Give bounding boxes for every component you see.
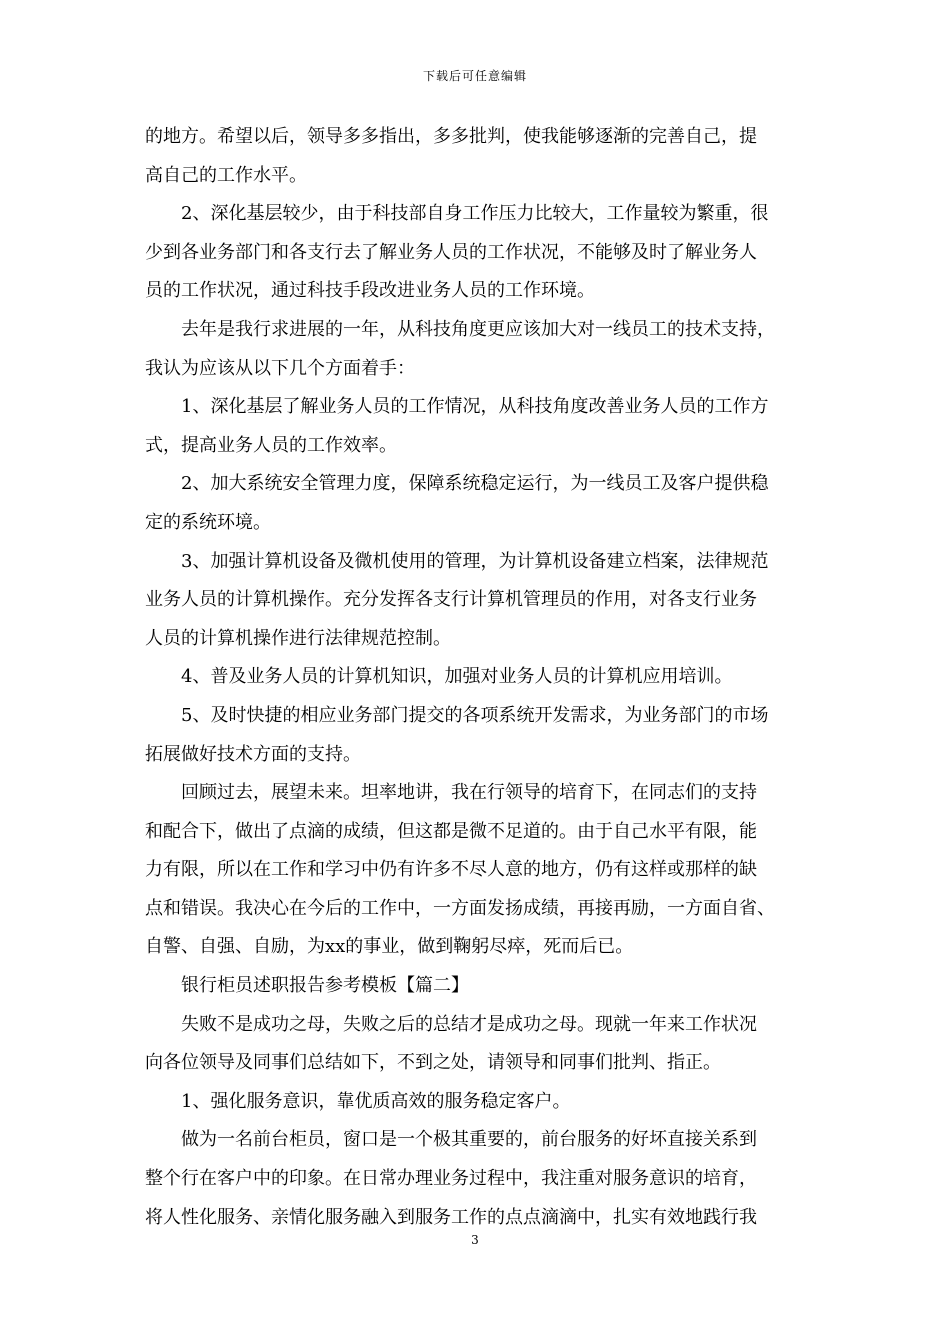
text-line: 我认为应该从以下几个方面着手： (145, 357, 415, 379)
page-number: 3 (471, 1233, 479, 1247)
text-line: 业务人员的计算机操作。充分发挥各支行计算机管理员的作用，对各支行业务 (145, 589, 757, 611)
text-line: 银行柜员述职报告参考模板【篇二】 (181, 975, 469, 997)
text-line: 将人性化服务、亲情化服务融入到服务工作的点点滴滴中，扎实有效地践行我 (145, 1206, 757, 1228)
text-line: 2、加大系统安全管理力度，保障系统稳定运行，为一线员工及客户提供稳 (181, 473, 769, 495)
text-line: 去年是我行求进展的一年，从科技角度更应该加大对一线员工的技术支持， (181, 318, 775, 340)
text-line: 4、普及业务人员的计算机知识，加强对业务人员的计算机应用培训。 (181, 666, 733, 688)
text-line: 定的系统环境。 (145, 511, 271, 533)
text-line: 和配合下，做出了点滴的成绩，但这都是微不足道的。由于自己水平有限，能 (145, 820, 757, 842)
document-body (145, 118, 810, 1237)
text-line: 员的工作状况，通过科技手段改进业务人员的工作环境。 (145, 280, 595, 302)
text-line: 1、强化服务意识，靠优质高效的服务稳定客户。 (181, 1090, 571, 1112)
text-line: 2、深化基层较少，由于科技部自身工作压力比较大，工作量较为繁重，很 (181, 203, 769, 225)
text-line: 力有限，所以在工作和学习中仍有许多不尽人意的地方，仍有这样或那样的缺 (145, 859, 757, 881)
text-line: 高自己的工作水平。 (145, 164, 307, 186)
text-line: 式，提高业务人员的工作效率。 (145, 434, 397, 456)
text-line: 5、及时快捷的相应业务部门提交的各项系统开发需求，为业务部门的市场 (181, 704, 769, 726)
text-line: 向各位领导及同事们总结如下，不到之处，请领导和同事们批判、指正。 (145, 1052, 721, 1074)
page-header: 下载后可任意编辑 (422, 69, 527, 83)
text-line: 点和错误。我决心在今后的工作中，一方面发扬成绩，再接再励，一方面自省、 (145, 897, 775, 919)
text-line: 人员的计算机操作进行法律规范控制。 (145, 627, 451, 649)
text-line: 拓展做好技术方面的支持。 (145, 743, 361, 765)
text-line: 自警、自强、自励，为xx的事业，做到鞠躬尽瘁，死而后已。 (145, 936, 634, 958)
text-line: 3、加强计算机设备及微机使用的管理，为计算机设备建立档案，法律规范 (181, 550, 769, 572)
text-line: 回顾过去，展望未来。坦率地讲，我在行领导的培育下，在同志们的支持 (181, 782, 757, 804)
text-line: 少到各业务部门和各支行去了解业务人员的工作状况，不能够及时了解业务人 (145, 241, 757, 263)
text-line: 1、深化基层了解业务人员的工作情况，从科技角度改善业务人员的工作方 (181, 396, 769, 418)
text-line: 做为一名前台柜员，窗口是一个极其重要的，前台服务的好坏直接关系到 (181, 1129, 757, 1151)
text-line: 失败不是成功之母，失败之后的总结才是成功之母。现就一年来工作状况 (181, 1013, 757, 1035)
text-line: 整个行在客户中的印象。在日常办理业务过程中，我注重对服务意识的培育， (145, 1168, 757, 1190)
text-line: 的地方。希望以后，领导多多指出，多多批判，使我能够逐渐的完善自己，提 (145, 126, 757, 147)
